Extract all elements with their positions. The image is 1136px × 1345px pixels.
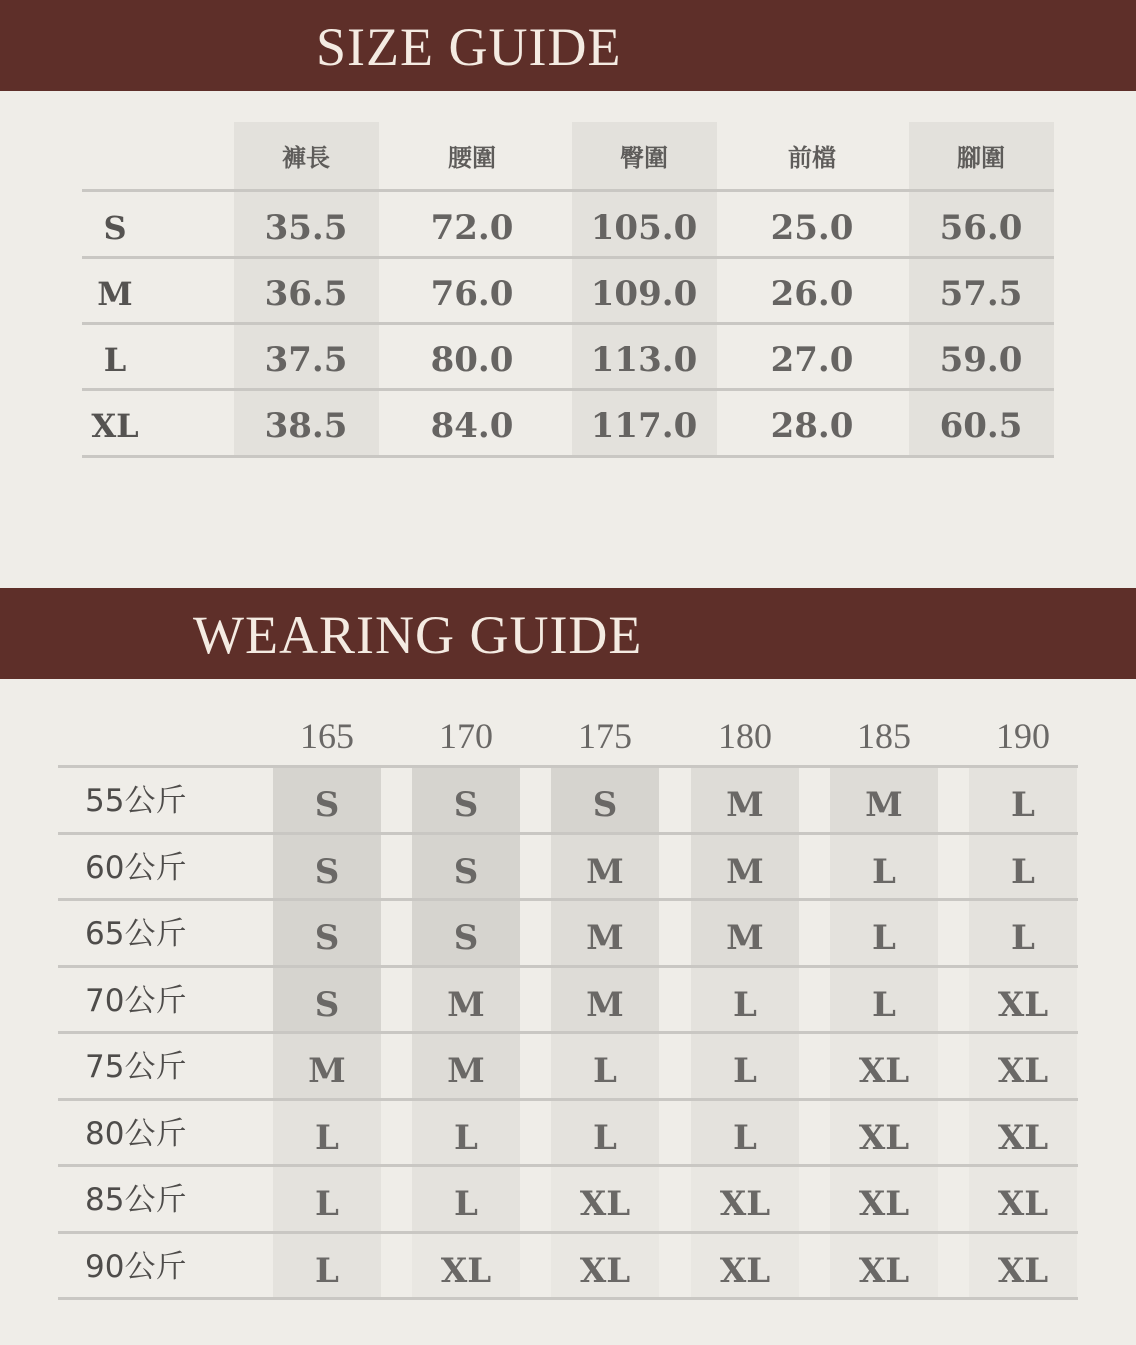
recommended-size: S xyxy=(314,785,340,825)
weight-row-label: 75公斤 xyxy=(85,1049,187,1085)
recommended-size: XL xyxy=(997,1117,1049,1158)
recommended-size: L xyxy=(733,1051,757,1091)
size-measurement: 113.0 xyxy=(590,340,698,380)
recommended-size: L xyxy=(315,1117,339,1158)
recommended-size: L xyxy=(733,1117,757,1158)
recommended-size: S xyxy=(453,918,479,958)
recommended-size: L xyxy=(315,1250,339,1291)
wearing-table-divider xyxy=(58,1297,1078,1300)
size-measurement: 36.5 xyxy=(264,274,348,314)
size-measurement: 25.0 xyxy=(770,208,854,248)
wearing-table-divider xyxy=(58,1164,1078,1167)
weight-row-label: 80公斤 xyxy=(85,1115,187,1152)
recommended-size: S xyxy=(453,785,479,825)
recommended-size: M xyxy=(586,918,624,958)
size-guide-banner xyxy=(0,0,1136,91)
wearing-table-divider xyxy=(58,1098,1078,1101)
recommended-size: XL xyxy=(997,1250,1049,1291)
size-table-divider xyxy=(82,189,1054,192)
weight-row-label: 60公斤 xyxy=(85,849,187,886)
recommended-size: L xyxy=(872,984,896,1025)
weight-row-label: 85公斤 xyxy=(85,1182,187,1218)
recommended-size: XL xyxy=(858,1250,910,1291)
wearing-table-divider xyxy=(58,1031,1078,1034)
size-measurement: 27.0 xyxy=(770,340,854,380)
recommended-size: M xyxy=(726,918,764,958)
size-measurement: 84.0 xyxy=(430,406,514,446)
recommended-size: L xyxy=(872,851,896,892)
size-measurement: 80.0 xyxy=(430,340,514,380)
recommended-size: S xyxy=(453,851,479,892)
weight-row-label: 70公斤 xyxy=(85,982,187,1019)
recommended-size: M xyxy=(586,851,624,892)
recommended-size: S xyxy=(314,851,340,892)
recommended-size: XL xyxy=(719,1184,771,1224)
recommended-size: M xyxy=(586,984,624,1025)
recommended-size: S xyxy=(314,984,340,1025)
recommended-size: M xyxy=(447,1051,485,1091)
wearing-guide-title: WEARING GUIDE xyxy=(193,605,643,665)
size-row-label: M xyxy=(97,275,133,313)
size-column-header: 褲長 xyxy=(282,144,330,172)
wearing-guide-banner xyxy=(0,588,1136,679)
size-table-divider xyxy=(82,388,1054,391)
size-measurement: 38.5 xyxy=(264,406,348,446)
size-measurement: 28.0 xyxy=(770,406,854,446)
recommended-size: XL xyxy=(579,1184,631,1224)
recommended-size: M xyxy=(726,785,764,825)
size-measurement: 35.5 xyxy=(264,208,348,248)
recommended-size: XL xyxy=(997,984,1049,1025)
height-column-header: 170 xyxy=(439,716,493,756)
size-measurement: 60.5 xyxy=(939,406,1023,446)
weight-row-label: 90公斤 xyxy=(85,1248,187,1285)
recommended-size: XL xyxy=(858,1117,910,1158)
wearing-table-divider xyxy=(58,832,1078,835)
recommended-size: L xyxy=(1011,851,1035,892)
size-measurement: 37.5 xyxy=(264,340,348,380)
size-column-header: 腰圍 xyxy=(448,144,496,172)
recommended-size: S xyxy=(314,918,340,958)
size-table-divider xyxy=(82,256,1054,259)
wearing-table-divider xyxy=(58,965,1078,968)
size-row-label: XL xyxy=(91,407,139,445)
recommended-size: L xyxy=(593,1051,617,1091)
recommended-size: XL xyxy=(719,1250,771,1291)
recommended-size: XL xyxy=(997,1184,1049,1224)
recommended-size: M xyxy=(447,984,485,1025)
size-measurement: 59.0 xyxy=(939,340,1023,380)
recommended-size: L xyxy=(872,918,896,958)
size-measurement: 72.0 xyxy=(430,208,514,248)
size-measurement: 117.0 xyxy=(590,406,698,446)
size-row-label: S xyxy=(103,209,127,247)
recommended-size: XL xyxy=(579,1250,631,1291)
size-measurement: 105.0 xyxy=(590,208,698,248)
size-row-label: L xyxy=(103,341,127,379)
height-column-header: 190 xyxy=(996,716,1050,756)
recommended-size: S xyxy=(592,785,618,825)
height-column-header: 180 xyxy=(718,716,772,756)
recommended-size: XL xyxy=(440,1250,492,1291)
height-column-header: 175 xyxy=(578,716,632,756)
size-measurement: 26.0 xyxy=(770,274,854,314)
size-measurement: 76.0 xyxy=(430,274,514,314)
size-table-divider xyxy=(82,455,1054,458)
recommended-size: L xyxy=(1011,785,1035,825)
recommended-size: L xyxy=(733,984,757,1025)
recommended-size: XL xyxy=(858,1184,910,1224)
recommended-size: L xyxy=(315,1184,339,1224)
height-column-header: 165 xyxy=(300,716,354,756)
size-measurement: 56.0 xyxy=(939,208,1023,248)
size-column-header: 前檔 xyxy=(788,144,836,172)
recommended-size: M xyxy=(308,1051,346,1091)
weight-row-label: 65公斤 xyxy=(85,916,187,952)
recommended-size: L xyxy=(454,1184,478,1224)
size-column-header: 臀圍 xyxy=(620,144,668,172)
recommended-size: XL xyxy=(858,1051,910,1091)
height-column-header: 185 xyxy=(857,716,911,756)
wearing-table-divider xyxy=(58,898,1078,901)
size-table-divider xyxy=(82,322,1054,325)
recommended-size: L xyxy=(1011,918,1035,958)
size-guide-title: SIZE GUIDE xyxy=(316,17,622,77)
recommended-size: M xyxy=(865,785,903,825)
recommended-size: M xyxy=(726,851,764,892)
recommended-size: L xyxy=(454,1117,478,1158)
weight-row-label: 55公斤 xyxy=(85,783,187,819)
size-measurement: 109.0 xyxy=(590,274,698,314)
recommended-size: XL xyxy=(997,1051,1049,1091)
wearing-table-divider xyxy=(58,765,1078,768)
recommended-size: L xyxy=(593,1117,617,1158)
size-column-header: 腳圍 xyxy=(957,144,1005,172)
size-measurement: 57.5 xyxy=(939,274,1023,314)
wearing-table-divider xyxy=(58,1231,1078,1234)
